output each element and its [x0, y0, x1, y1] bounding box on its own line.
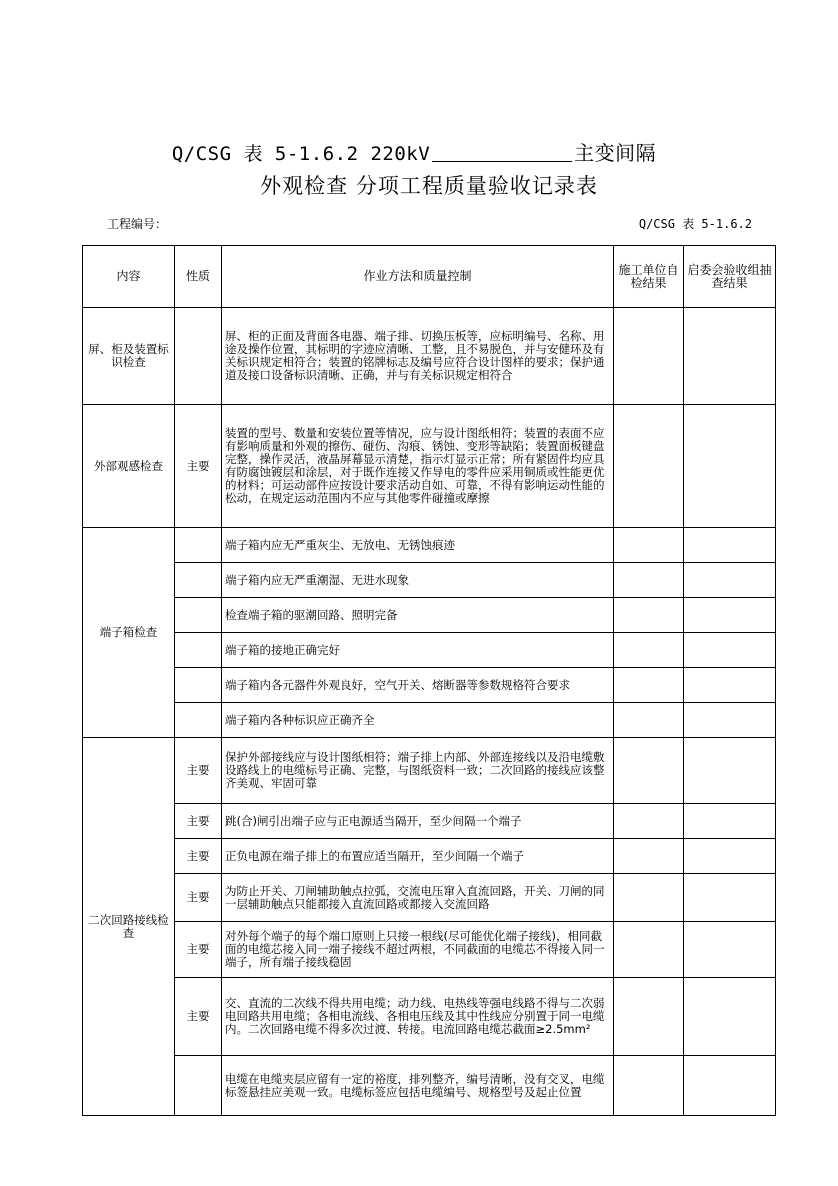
committee-check-cell[interactable] — [684, 598, 776, 633]
table-row — [83, 308, 776, 405]
header-content: 内容 — [83, 246, 175, 308]
group-label: 二次回路接线检查 — [83, 738, 175, 1116]
self-check-cell[interactable] — [614, 405, 684, 528]
row-nature — [175, 668, 222, 703]
row-nature: 主要 — [175, 839, 222, 874]
row-method: 装置的型号、数量和安装位置等情况，应与设计图纸相符；装置的表面不应有影响质量和外观的擦伤、碰伤、沟痕、锈蚀、变形等缺陷；装置面板键盘完整，操作灵活，液晶屏幕显示清楚，指示灯显示正常；所有紧固件均应具有防腐蚀镀层和涂层，对于既作连接又作导电的零件应采用铜质或性能更优的材料；可运动部件应按设计要求活动自如、可靠，不得有影响运动性能的松动，在规定运动范围内不应与其他零件碰撞或摩擦 — [222, 405, 614, 528]
committee-check-cell[interactable] — [684, 738, 776, 804]
committee-check-cell[interactable] — [684, 405, 776, 528]
row-nature — [175, 703, 222, 738]
row-nature: 主要 — [175, 978, 222, 1056]
committee-check-cell[interactable] — [684, 839, 776, 874]
row-nature — [175, 528, 222, 563]
self-check-cell[interactable] — [614, 978, 684, 1056]
row-nature: 主要 — [175, 804, 222, 839]
row-method: 检查端子箱的驱潮回路、照明完备 — [222, 598, 614, 633]
table-row — [83, 668, 776, 703]
self-check-cell[interactable] — [614, 922, 684, 978]
table-row — [83, 874, 776, 922]
row-nature — [175, 308, 222, 405]
self-check-cell[interactable] — [614, 563, 684, 598]
self-check-cell[interactable] — [614, 633, 684, 668]
self-check-cell[interactable] — [614, 703, 684, 738]
row-method: 端子箱内应无严重灰尘、无放电、无锈蚀痕迹 — [222, 528, 614, 563]
row-method: 端子箱内各元器件外观良好，空气开关、熔断器等参数规格符合要求 — [222, 668, 614, 703]
self-check-cell[interactable] — [614, 839, 684, 874]
group-label: 屏、柜及装置标识检查 — [83, 308, 175, 405]
self-check-cell[interactable] — [614, 1056, 684, 1116]
table-row — [83, 978, 776, 1056]
table-row — [83, 703, 776, 738]
row-method: 保护外部接线应与设计图纸相符；端子排上内部、外部连接线以及沿电缆敷设路线上的电缆标号正确、完整，与图纸资料一致；二次回路的接线应该整齐美观、牢固可靠 — [222, 738, 614, 804]
row-nature: 主要 — [175, 922, 222, 978]
table-row — [83, 738, 776, 804]
committee-check-cell[interactable] — [684, 633, 776, 668]
row-method: 跳(合)闸引出端子应与正电源适当隔开，至少间隔一个端子 — [222, 804, 614, 839]
row-method: 端子箱内各种标识应正确齐全 — [222, 703, 614, 738]
table-row — [83, 563, 776, 598]
row-nature — [175, 633, 222, 668]
row-nature — [175, 563, 222, 598]
table-row — [83, 1056, 776, 1116]
self-check-cell[interactable] — [614, 308, 684, 405]
form-title-suffix: 主变间隔 — [574, 141, 657, 165]
self-check-cell[interactable] — [614, 668, 684, 703]
row-method: 端子箱内应无严重潮湿、无进水现象 — [222, 563, 614, 598]
table-row — [83, 528, 776, 563]
row-nature — [175, 1056, 222, 1116]
header-method: 作业方法和质量控制 — [222, 246, 614, 308]
row-method: 对外每个端子的每个端口原则上只接一根线(尽可能优化端子接线)，相同截面的电缆芯接入同一端子接线不超过两根，不同截面的电缆芯不得接入同一端子，所有端子接线稳固 — [222, 922, 614, 978]
table-row — [83, 839, 776, 874]
bay-name-blank[interactable] — [432, 143, 572, 162]
committee-check-cell[interactable] — [684, 804, 776, 839]
committee-check-cell[interactable] — [684, 668, 776, 703]
self-check-cell[interactable] — [614, 874, 684, 922]
header-nature: 性质 — [175, 246, 222, 308]
committee-check-cell[interactable] — [684, 528, 776, 563]
table-row — [83, 405, 776, 528]
self-check-cell[interactable] — [614, 738, 684, 804]
self-check-cell[interactable] — [614, 598, 684, 633]
table-row — [83, 598, 776, 633]
table-row — [83, 633, 776, 668]
row-nature: 主要 — [175, 405, 222, 528]
row-method: 端子箱的接地正确完好 — [222, 633, 614, 668]
form-title-line2: 外观检查 分项工程质量验收记录表 — [260, 174, 598, 198]
header-self-check: 施工单位自检结果 — [614, 246, 684, 308]
self-check-cell[interactable] — [614, 804, 684, 839]
row-method: 正负电源在端子排上的布置应适当隔开，至少间隔一个端子 — [222, 839, 614, 874]
row-method: 屏、柜的正面及背面各电器、端子排、切换压板等，应标明编号、名称、用途及操作位置，其标明的字迹应清晰、工整，且不易脱色，并与安健环及有关标识规定相符合；装置的铭牌标志及编号应符合设计图样的要求；保护通道及接口设备标识清晰、正确，并与有关标识规定相符合 — [222, 308, 614, 405]
form-title-prefix: Q/CSG 表 5-1.6.2 220kV — [171, 143, 431, 165]
row-method: 为防止开关、刀闸辅助触点拉弧，交流电压窜入直流回路，开关、刀闸的同一层辅助触点只能都接入直流回路或都接入交流回路 — [222, 874, 614, 922]
committee-check-cell[interactable] — [684, 874, 776, 922]
row-nature — [175, 598, 222, 633]
table-row — [83, 922, 776, 978]
table-row — [83, 804, 776, 839]
table-header-row — [83, 246, 776, 308]
committee-check-cell[interactable] — [684, 308, 776, 405]
inspection-table — [82, 245, 776, 1116]
header-committee-check: 启委会验收组抽查结果 — [684, 246, 776, 308]
committee-check-cell[interactable] — [684, 1056, 776, 1116]
project-number-label: 工程编号： — [107, 217, 168, 231]
form-code: Q/CSG 表 5-1.6.2 — [638, 217, 752, 231]
committee-check-cell[interactable] — [684, 563, 776, 598]
committee-check-cell[interactable] — [684, 703, 776, 738]
group-label: 端子箱检查 — [83, 528, 175, 738]
row-nature: 主要 — [175, 738, 222, 804]
committee-check-cell[interactable] — [684, 978, 776, 1056]
row-nature: 主要 — [175, 874, 222, 922]
group-label: 外部观感检查 — [83, 405, 175, 528]
self-check-cell[interactable] — [614, 528, 684, 563]
committee-check-cell[interactable] — [684, 922, 776, 978]
form-title-line1 — [0, 137, 828, 166]
row-method: 交、直流的二次线不得共用电缆；动力线、电热线等强电线路不得与二次弱电回路共用电缆；各相电流线、各相电压线及其中性线应分别置于同一电缆内。二次回路电缆不得多次过渡、转接。电流回路电缆芯截面≥2.5mm² — [222, 978, 614, 1056]
row-method: 电缆在电缆夹层应留有一定的裕度，排列整齐，编号清晰，没有交叉，电缆标签悬挂应美观一致。电缆标签应包括电缆编号、规格型号及起止位置 — [222, 1056, 614, 1116]
